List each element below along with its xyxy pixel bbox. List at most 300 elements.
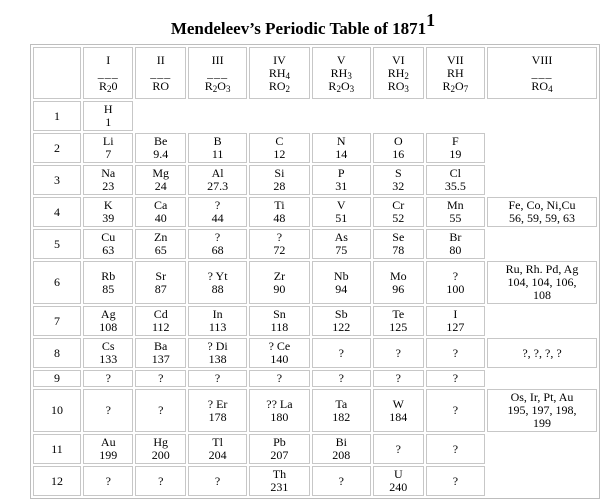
element-symbol: ? [395, 441, 401, 456]
element-symbol: F [452, 134, 459, 148]
element-cell [83, 338, 133, 368]
group-header-I [83, 47, 133, 99]
hydride-formula [150, 66, 171, 80]
table-row [33, 165, 597, 195]
element-symbol: Mo [389, 268, 407, 283]
oxide-formula [443, 79, 469, 93]
atomic-weight: 19 [449, 147, 462, 161]
element-symbol: K [103, 198, 113, 212]
element-symbol: ? [452, 473, 459, 488]
element-symbol: ? [338, 345, 344, 360]
element-symbol: V [336, 198, 346, 212]
element-cell [135, 434, 185, 464]
group-header-V [312, 47, 371, 99]
element-symbol: ? [214, 473, 221, 488]
atomic-weight: 40 [154, 211, 167, 225]
group-viii-line: 195, 197, 198, [507, 403, 577, 417]
title-text: Mendeleev’s Periodic Table of 1871 [170, 19, 427, 38]
row-number [33, 389, 81, 432]
table-row [33, 338, 597, 368]
element-symbol: Cr [392, 198, 405, 212]
formula-part: O [455, 78, 464, 93]
dash-line: ___ [97, 65, 119, 80]
group-viii-line: 104, 104, 106, [507, 275, 577, 289]
element-cell [135, 389, 185, 432]
element-cell [135, 197, 185, 227]
element-cell [426, 133, 485, 163]
atomic-weight: 52 [392, 211, 405, 225]
row-number-label: 5 [54, 236, 60, 251]
atomic-weight: 16 [392, 147, 405, 161]
atomic-weight: 12 [273, 147, 286, 161]
element-cell [373, 306, 424, 336]
atomic-weight: 90 [273, 281, 286, 296]
footnote-mark: 1 [426, 10, 436, 30]
element-cell [373, 338, 424, 368]
hydride-formula [388, 66, 409, 80]
row-number-label: 3 [54, 172, 60, 187]
atomic-weight: 113 [208, 320, 227, 334]
element-cell [135, 133, 185, 163]
hydride-formula [207, 66, 228, 80]
row-number [33, 306, 81, 336]
atomic-weight: 200 [151, 448, 170, 462]
element-cell [426, 197, 485, 227]
oxide-formula [328, 79, 354, 93]
oxide-formula [269, 79, 290, 93]
element-symbol: Li [102, 134, 114, 148]
group-viii-line: 108 [533, 288, 551, 302]
formula-subscript: 2 [212, 83, 218, 94]
element-symbol: Al [211, 166, 224, 180]
atomic-weight: 7 [105, 147, 112, 161]
element-cell [249, 133, 309, 163]
atomic-weight: 55 [449, 211, 462, 225]
atomic-weight: 28 [273, 179, 286, 193]
element-symbol: ? [158, 473, 164, 488]
empty-viii [487, 229, 597, 259]
element-cell [135, 466, 185, 496]
header-row [33, 47, 597, 99]
row-number [33, 165, 81, 195]
element-symbol: Cu [101, 230, 116, 244]
element-symbol: Mg [152, 166, 170, 180]
element-symbol: ? [105, 371, 111, 385]
group-viii-line: Ru, Rh. Pd, Ag [505, 262, 579, 276]
element-symbol: Hg [153, 435, 169, 449]
element-symbol: ? [338, 473, 344, 488]
group-header-VIII [487, 47, 597, 99]
group-numeral: V [336, 52, 346, 67]
element-symbol: Cl [449, 166, 462, 180]
group-numeral: III [211, 52, 224, 67]
element-cell [426, 229, 485, 259]
row-number-label: 9 [54, 371, 60, 385]
row-number-label: 6 [54, 275, 60, 289]
row-number-label: 11 [51, 441, 63, 456]
group-viii-cell [487, 389, 597, 432]
hydride-formula [269, 66, 290, 80]
atomic-weight: 127 [446, 320, 465, 334]
formula-part: O [217, 78, 226, 93]
element-symbol: Sb [334, 307, 348, 321]
row-number [33, 197, 81, 227]
empty-viii [487, 165, 597, 195]
element-cell [426, 466, 485, 496]
table-row [33, 306, 597, 336]
atomic-weight: 180 [270, 409, 289, 424]
formula-subscript: 3 [225, 83, 231, 94]
element-symbol: Te [392, 307, 405, 321]
atomic-weight: 178 [208, 409, 227, 424]
element-symbol: Th [272, 467, 287, 481]
element-cell [312, 338, 371, 368]
element-cell [83, 261, 133, 304]
element-symbol: Br [449, 230, 462, 244]
element-cell [312, 434, 371, 464]
dash-line: ___ [531, 65, 553, 80]
element-symbol: Ba [154, 339, 168, 353]
formula-subscript: 2 [450, 83, 456, 94]
formula-subscript: 7 [463, 83, 469, 94]
element-symbol: ? [452, 268, 459, 283]
element-cell [426, 306, 485, 336]
element-symbol: ? Di [207, 339, 228, 353]
table-row [33, 197, 597, 227]
page-title [0, 8, 606, 41]
element-cell [373, 261, 424, 304]
element-symbol: In [212, 307, 223, 321]
formula-part: R [98, 78, 107, 93]
empty-area [135, 101, 597, 131]
atomic-weight: 100 [446, 281, 465, 296]
element-cell [312, 261, 371, 304]
element-cell [83, 133, 133, 163]
element-cell [426, 434, 485, 464]
element-symbol: P [337, 166, 345, 180]
formula-subscript: 4 [548, 83, 553, 94]
group-numeral: VII [447, 52, 464, 67]
atomic-weight: 108 [99, 320, 118, 334]
element-cell [426, 261, 485, 304]
element-cell [373, 434, 424, 464]
element-symbol: H [103, 102, 113, 116]
atomic-weight: 85 [102, 281, 115, 296]
atomic-weight: 51 [335, 211, 348, 225]
formula-part: R [328, 78, 337, 93]
element-cell [249, 261, 309, 304]
formula-part: RO [531, 78, 549, 93]
row-number [33, 261, 81, 304]
element-cell [188, 338, 247, 368]
element-symbol: ? [105, 403, 111, 417]
element-symbol: Tl [212, 435, 223, 449]
group-header-VI [373, 47, 424, 99]
element-cell [188, 229, 247, 259]
row-number [33, 434, 81, 464]
table-row [33, 261, 597, 304]
element-cell [83, 229, 133, 259]
element-symbol: Nb [333, 268, 349, 283]
element-symbol: Be [154, 134, 168, 148]
element-cell [188, 370, 247, 387]
element-symbol: ? [158, 371, 164, 385]
group-header-VII [426, 47, 485, 99]
hydride-formula [331, 66, 352, 80]
element-symbol: Bi [335, 435, 347, 449]
element-cell [312, 389, 371, 432]
element-symbol: S [394, 166, 402, 180]
element-cell [249, 434, 309, 464]
element-cell [188, 389, 247, 432]
element-cell [312, 165, 371, 195]
element-symbol: W [392, 396, 404, 411]
element-symbol: Zr [273, 268, 286, 283]
element-symbol: ? [395, 345, 401, 360]
atomic-weight: 184 [389, 409, 408, 424]
atomic-weight: 199 [99, 448, 118, 462]
formula-part: RH [268, 65, 286, 80]
atomic-weight: 133 [99, 352, 118, 366]
oxide-formula [388, 79, 409, 93]
element-cell [188, 466, 247, 496]
table-row [33, 466, 597, 496]
row-number-label: 1 [54, 108, 60, 123]
element-symbol: Ti [274, 198, 285, 212]
row-number-label: 10 [51, 403, 63, 417]
atomic-weight: 23 [102, 179, 115, 193]
group-viii-line: 199 [533, 416, 551, 430]
element-cell [373, 165, 424, 195]
table-row [33, 370, 597, 387]
formula-part: RO [152, 78, 170, 93]
element-cell [188, 133, 247, 163]
atomic-weight: 9.4 [153, 147, 169, 161]
element-symbol: Zn [154, 230, 168, 244]
atomic-weight: 122 [332, 320, 351, 334]
atomic-weight: 24 [154, 179, 167, 193]
element-symbol: Sn [273, 307, 286, 321]
element-symbol: I [453, 307, 458, 321]
element-cell [373, 466, 424, 496]
group-viii-line: 56, 59, 59, 63 [509, 211, 575, 225]
element-symbol: ? [452, 441, 459, 456]
row-number-label: 7 [54, 313, 60, 328]
atomic-weight: 27.3 [207, 179, 229, 193]
group-numeral: VI [391, 52, 405, 67]
element-symbol: ? Er [207, 396, 228, 411]
element-cell [312, 370, 371, 387]
table-row [33, 389, 597, 432]
element-symbol: ? [105, 473, 111, 488]
element-cell [83, 466, 133, 496]
oxide-formula [205, 79, 231, 93]
atomic-weight: 75 [335, 243, 348, 257]
element-symbol: ? Ce [268, 339, 291, 353]
atomic-weight: 137 [151, 352, 170, 366]
row-number [33, 338, 81, 368]
atomic-weight: 32 [392, 179, 405, 193]
formula-subscript: 4 [285, 70, 291, 81]
formula-part: RH [447, 65, 464, 80]
atomic-weight: 35.5 [444, 179, 466, 193]
formula-part: O [340, 78, 350, 93]
atomic-weight: 94 [335, 281, 348, 296]
table-row [33, 229, 597, 259]
atomic-weight: 72 [273, 243, 286, 257]
corner-cell [33, 47, 81, 99]
element-symbol: As [334, 230, 348, 244]
atomic-weight: 87 [154, 281, 167, 296]
atomic-weight: 80 [449, 243, 462, 257]
atomic-weight: 208 [332, 448, 351, 462]
atomic-weight: 68 [211, 243, 224, 257]
group-numeral: I [106, 52, 111, 67]
group-viii-line: Os, Ir, Pt, Au [510, 390, 574, 404]
dash-line: ___ [207, 65, 229, 80]
group-header-III [188, 47, 247, 99]
group-numeral: II [156, 52, 165, 67]
element-symbol: U [393, 467, 403, 481]
atomic-weight: 231 [270, 480, 289, 494]
empty-viii [487, 434, 597, 464]
formula-subscript: 3 [347, 70, 352, 81]
element-symbol: ? [214, 198, 221, 212]
atomic-weight: 1 [105, 115, 112, 129]
atomic-weight: 11 [211, 147, 224, 161]
formula-part: R [204, 78, 213, 93]
element-cell [373, 370, 424, 387]
atomic-weight: 44 [211, 211, 224, 225]
atomic-weight: 118 [270, 320, 289, 334]
element-cell [135, 165, 185, 195]
element-cell [83, 370, 133, 387]
table-row [33, 101, 597, 131]
hydride-formula [447, 66, 464, 80]
element-symbol: Mn [447, 198, 464, 212]
element-cell [135, 338, 185, 368]
element-cell [312, 306, 371, 336]
atomic-weight: 65 [154, 243, 167, 257]
atomic-weight: 14 [335, 147, 348, 161]
atomic-weight: 112 [151, 320, 170, 334]
element-symbol: Au [100, 435, 116, 449]
element-cell [249, 466, 309, 496]
element-symbol: ? [158, 403, 164, 417]
table-row [33, 434, 597, 464]
atomic-weight: 48 [273, 211, 286, 225]
element-cell [249, 370, 309, 387]
element-cell [249, 229, 309, 259]
element-symbol: Cd [153, 307, 168, 321]
group-viii-line: ?, ?, ?, ? [522, 345, 562, 360]
element-symbol: C [275, 134, 284, 148]
element-cell [188, 434, 247, 464]
element-symbol: Ta [335, 396, 348, 411]
element-cell [312, 466, 371, 496]
element-symbol: ? [214, 230, 221, 244]
atomic-weight: 78 [392, 243, 405, 257]
element-symbol: ? Yt [207, 268, 228, 283]
element-symbol: N [336, 134, 346, 148]
formula-subscript: 2 [336, 83, 341, 94]
atomic-weight: 140 [270, 352, 289, 366]
element-symbol: Cs [101, 339, 115, 353]
atomic-weight: 204 [208, 448, 227, 462]
formula-part: R [442, 78, 451, 93]
element-cell [373, 133, 424, 163]
formula-subscript: 3 [349, 83, 355, 94]
table-container [30, 44, 600, 494]
atomic-weight: 31 [335, 179, 348, 193]
periodic-table [30, 44, 600, 499]
element-cell [249, 165, 309, 195]
group-viii-cell [487, 261, 597, 304]
element-cell [135, 261, 185, 304]
element-cell [373, 197, 424, 227]
element-cell [426, 165, 485, 195]
atomic-weight: 240 [389, 480, 408, 494]
element-symbol: Ca [154, 198, 168, 212]
element-cell [312, 197, 371, 227]
element-cell [373, 389, 424, 432]
group-viii-cell [487, 338, 597, 368]
atomic-weight: 125 [389, 320, 408, 334]
formula-subscript: 3 [404, 83, 409, 94]
element-cell [312, 133, 371, 163]
element-symbol: Pb [273, 435, 286, 449]
element-symbol: Ag [100, 307, 116, 321]
element-cell [249, 306, 309, 336]
formula-part: RH [330, 65, 348, 80]
table-row [33, 133, 597, 163]
atomic-weight: 182 [332, 409, 351, 424]
element-cell [83, 165, 133, 195]
element-symbol: Sr [155, 268, 167, 283]
dash-line: ___ [150, 65, 172, 80]
element-cell [135, 306, 185, 336]
group-header-IV [249, 47, 309, 99]
element-cell [426, 370, 485, 387]
atomic-weight: 63 [102, 243, 115, 257]
formula-part: RO [268, 78, 286, 93]
element-cell [249, 389, 309, 432]
row-number [33, 466, 81, 496]
empty-viii [487, 370, 597, 387]
element-symbol: ? [452, 403, 459, 417]
oxide-formula [152, 79, 169, 93]
element-symbol: O [393, 134, 403, 148]
hydride-formula [532, 66, 553, 80]
element-cell [249, 338, 309, 368]
atomic-weight: 207 [270, 448, 289, 462]
formula-part: RO [387, 78, 405, 93]
formula-part: RH [387, 65, 405, 80]
element-cell [426, 338, 485, 368]
row-number [33, 229, 81, 259]
row-number-label: 2 [54, 140, 60, 155]
element-cell [188, 261, 247, 304]
formula-subscript: 2 [285, 83, 291, 94]
element-symbol: B [213, 134, 222, 148]
row-number-label: 4 [54, 204, 60, 219]
formula-subscript: 2 [404, 70, 409, 81]
element-cell [426, 389, 485, 432]
row-number [33, 370, 81, 387]
element-symbol: Si [274, 166, 285, 180]
element-cell [83, 101, 133, 131]
element-symbol: Se [392, 230, 405, 244]
